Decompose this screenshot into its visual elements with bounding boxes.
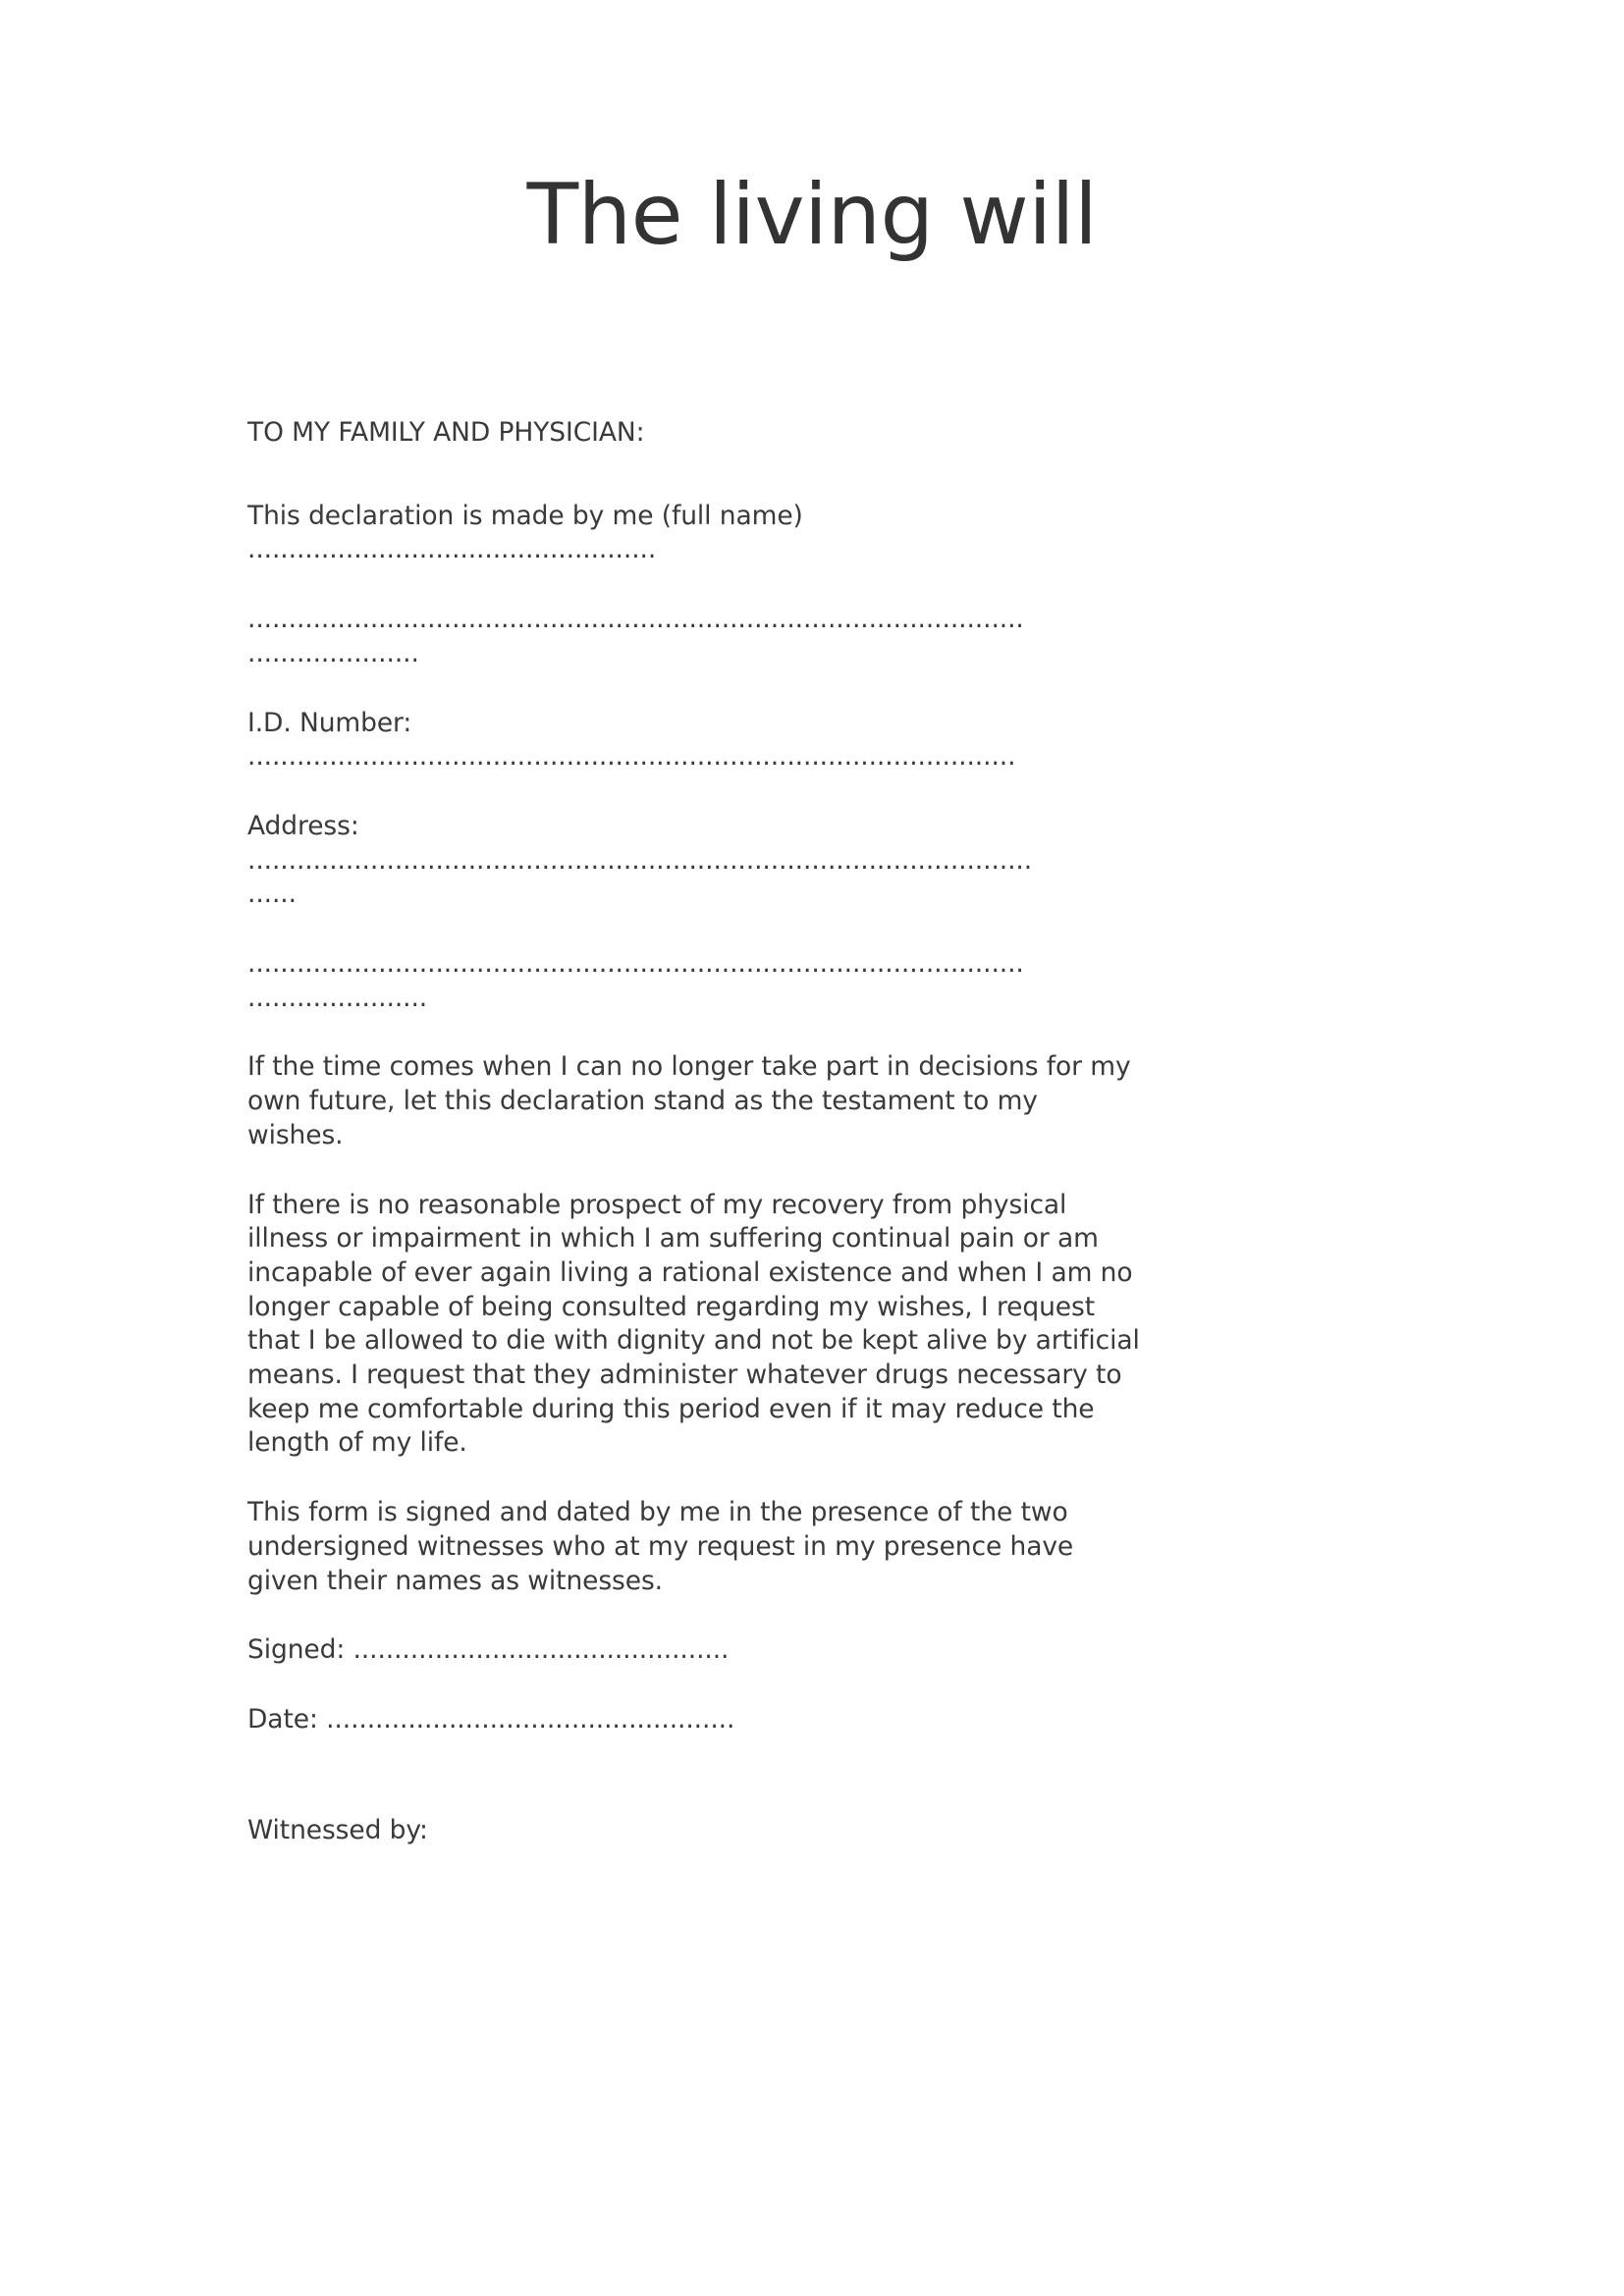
page-title: The living will	[526, 166, 1098, 264]
signed-row	[247, 1633, 1381, 1668]
paragraph-line: longer capable of being consulted regarding my wishes, I request	[247, 1291, 1095, 1322]
full-name-dotted-line-3[interactable]: .....................	[247, 637, 419, 668]
full-name-dotted-line-1[interactable]: ..................................................	[247, 534, 657, 565]
paragraph-no-recovery	[247, 1189, 1381, 1462]
spacer	[247, 1737, 1381, 1814]
addressee-heading: TO MY FAMILY AND PHYSICIAN:	[247, 417, 645, 448]
address-dotted-line-4[interactable]: ......................	[247, 982, 428, 1013]
full-name-label: This declaration is made by me (full name)	[247, 500, 803, 531]
paragraph-line: own future, let this declaration stand as the testament to my	[247, 1086, 1038, 1117]
spacer	[247, 451, 1381, 500]
paragraph-line: If there is no reasonable prospect of my recovery from physical	[247, 1189, 1067, 1220]
spacer	[247, 567, 1381, 603]
spacer	[247, 671, 1381, 707]
address-dotted-line-3[interactable]: ...............................................................................................	[247, 948, 1024, 980]
signed-dotted-line[interactable]: ..............................................	[352, 1634, 730, 1666]
date-dotted-line[interactable]: ..................................................	[326, 1703, 735, 1735]
paragraph-line: illness or impairment in which I am suffering continual pain or am	[247, 1223, 1099, 1255]
paragraph-line: keep me comfortable during this period even if it may reduce the	[247, 1393, 1095, 1424]
paragraph-line: This form is signed and dated by me in the presence of the two	[247, 1497, 1068, 1528]
address-label: Address:	[247, 810, 359, 841]
paragraph-line: length of my life.	[247, 1427, 467, 1459]
spacer	[247, 1668, 1381, 1703]
date-row	[247, 1703, 1381, 1737]
paragraph-line: wishes.	[247, 1119, 344, 1150]
full-name-dotted-line-2[interactable]: ...............................................................................................	[247, 604, 1024, 635]
spacer	[247, 1153, 1381, 1189]
spacer	[247, 774, 1381, 810]
id-number-dotted-line[interactable]: ..............................................................................................	[247, 741, 1016, 773]
paragraph-witness-statement	[247, 1496, 1381, 1598]
witnessed-by-label: Witnessed by:	[247, 1814, 428, 1845]
paragraph-line: given their names as witnesses.	[247, 1565, 663, 1596]
paragraph-line: undersigned witnesses who at my request in my presence have	[247, 1530, 1074, 1562]
spacer	[247, 1461, 1381, 1496]
address-dotted-line-2[interactable]: ......	[247, 879, 297, 910]
signed-label: Signed:	[247, 1634, 346, 1666]
paragraph-line: If the time comes when I can no longer take part in decisions for my	[247, 1051, 1131, 1083]
paragraph-line: incapable of ever again living a rational existence and when I am no	[247, 1256, 1133, 1288]
paragraph-line: that I be allowed to die with dignity and not be kept alive by artificial	[247, 1325, 1140, 1357]
document-body	[247, 416, 1381, 1847]
paragraph-time-comes	[247, 1050, 1381, 1152]
spacer	[247, 912, 1381, 947]
id-number-label: I.D. Number:	[247, 707, 412, 738]
spacer	[247, 1015, 1381, 1050]
spacer	[247, 1598, 1381, 1633]
address-dotted-line-1[interactable]: ................................................................................................	[247, 844, 1033, 876]
date-label: Date:	[247, 1703, 318, 1735]
paragraph-line: means. I request that they administer whatever drugs necessary to	[247, 1360, 1122, 1391]
